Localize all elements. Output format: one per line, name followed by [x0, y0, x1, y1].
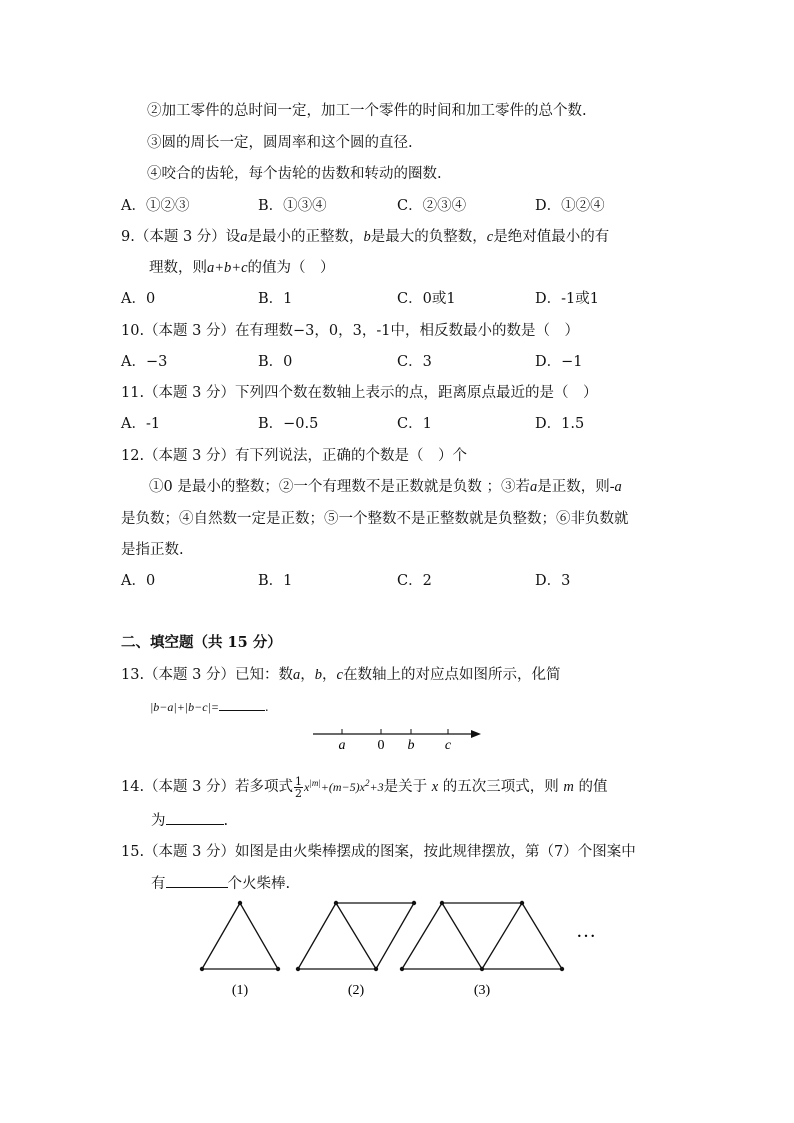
q11-option-a: A．-1	[121, 416, 161, 432]
q11-stem: 11.（本题 3 分）下列四个数在数轴上表示的点，距离原点最近的是（ ）	[121, 385, 598, 401]
q12-option-b: B．1	[258, 573, 293, 589]
q13-text2: 在数轴上的对应点如图所示，化简	[342, 667, 561, 683]
q14-polynomial	[304, 780, 384, 794]
q14-var-x: x	[431, 779, 439, 795]
q12-text1a: ①0 是最小的整数；②一个有理数不是正数就是负数 ；③若	[149, 479, 530, 495]
q9-text5: 的值为（ ）	[247, 260, 335, 276]
figure-2-label: (2)	[347, 983, 365, 998]
prev-option-b: B．①③④	[258, 198, 327, 214]
q12-var-a: a	[529, 479, 538, 495]
q11-option-b: B．−0.5	[258, 416, 319, 432]
q13-text1: 13.（本题 3 分）已知：数	[121, 667, 294, 683]
q12-option-d: D．3	[535, 573, 571, 589]
poly-middle-term: +(m−5)x	[320, 780, 365, 794]
figure-3-label: (3)	[473, 983, 491, 998]
continuation-ellipsis: …	[576, 920, 596, 942]
q12-text1b: 是正数，则	[537, 479, 610, 495]
axis-label-a: a	[338, 738, 346, 753]
q13-expression-line	[150, 696, 269, 717]
q13-var-b: b	[314, 667, 323, 683]
q13-sep1: ，	[300, 667, 315, 683]
q10-option-b: B．0	[258, 354, 293, 370]
q13-answer-blank[interactable]	[219, 696, 265, 711]
q12-option-c: C．2	[397, 573, 432, 589]
figure-3-vertices	[400, 901, 564, 971]
axis-label-c: c	[444, 738, 452, 753]
number-line-arrow	[471, 730, 481, 738]
statement-3: ③圆的周长一定，圆周率和这个圆的直径.	[147, 135, 413, 151]
q15-text2: 有	[151, 876, 166, 892]
q9-text1: 是最小的正整数，	[247, 229, 364, 245]
q11-option-d: D．1.5	[535, 416, 585, 432]
prev-option-a: A．①②③	[121, 198, 190, 214]
q12-statements-line3: 是指正数.	[121, 542, 184, 558]
q12-stem: 12.（本题 3 分）有下列说法，正确的个数是（ ）个	[121, 448, 468, 464]
q14-text1: 14.（本题 3 分）若多项式	[121, 779, 294, 795]
q14-var-m: m	[563, 779, 574, 795]
prev-option-c: C．②③④	[397, 198, 467, 214]
statement-4: ④咬合的齿轮，每个齿轮的齿数和转动的圈数.	[147, 166, 442, 182]
q14-text5: 为	[151, 813, 166, 829]
q13-number-line	[305, 722, 490, 754]
q9-option-a: A．0	[121, 291, 156, 307]
fraction-denominator: 2	[295, 786, 303, 800]
q11-option-c: C．1	[397, 416, 432, 432]
q14-text4: 的值	[578, 779, 608, 795]
fraction-numerator: 1	[295, 774, 303, 788]
q14-answer-blank[interactable]	[166, 810, 224, 825]
poly-exponent-2: 2	[364, 778, 370, 788]
axis-label-0: 0	[377, 738, 385, 753]
q10-stem: 10.（本题 3 分）在有理数−3，0，3，-1中，相反数最小的数是（ ）	[121, 323, 579, 339]
q9-text3: 是绝对值最小的有	[493, 229, 610, 245]
q15-stem-line1: 15.（本题 3 分）如图是由火柴棒摆成的图案，按此规律摆放，第（7）个图案中	[121, 844, 636, 860]
q14-period: .	[223, 813, 229, 829]
figure-3-triangles	[402, 903, 562, 969]
poly-exponent-abs-m: |m|	[309, 778, 321, 788]
q13-expression: |b−a|+|b−c|=	[150, 700, 219, 714]
figure-1-triangle	[202, 903, 278, 969]
q13-stem	[121, 665, 560, 685]
q9-option-c: C．0或1	[397, 291, 456, 307]
poly-constant: +3	[369, 780, 384, 794]
q9-var-a: a	[240, 229, 248, 245]
q13-var-c: c	[336, 667, 343, 683]
poly-x: x	[304, 780, 310, 794]
q9-var-c: c	[486, 229, 494, 245]
figure-2-triangles	[298, 903, 414, 969]
q10-option-a: A．−3	[121, 354, 168, 370]
q9-expression: a+b+c	[207, 260, 248, 276]
q9-stem-line2	[149, 258, 335, 278]
q15-text3: 个火柴棒.	[227, 876, 291, 892]
q9-text4: 理数，则	[149, 260, 207, 276]
q14-stem-line1	[121, 773, 607, 799]
prev-option-d: D．①②④	[535, 198, 605, 214]
q10-option-c: C．3	[397, 354, 432, 370]
q13-var-a: a	[293, 667, 301, 683]
q15-matchstick-figures	[190, 895, 610, 1005]
q15-stem-line2	[151, 873, 290, 894]
q10-option-d: D．−1	[535, 354, 583, 370]
q12-statements-line2: 是负数；④自然数一定是正数；⑤一个整数不是正整数就是负整数；⑥非负数就	[121, 511, 629, 527]
q13-period: .	[264, 700, 269, 714]
q12-neg-a: -a	[609, 479, 622, 495]
q9-stem-line1	[121, 227, 609, 247]
q14-text2: 是关于	[383, 779, 428, 795]
q9-option-b: B．1	[258, 291, 293, 307]
q12-statements-line1	[149, 477, 622, 497]
section-fill-in-title: 二、填空题（共 15 分）	[121, 634, 282, 651]
q15-answer-blank[interactable]	[166, 873, 228, 888]
q12-option-a: A．0	[121, 573, 156, 589]
q14-text3: 的五次三项式，则	[442, 779, 559, 795]
axis-label-b: b	[407, 738, 415, 753]
statement-2: ②加工零件的总时间一定，加工一个零件的时间和加工零件的总个数.	[147, 103, 587, 119]
q14-fraction-half	[294, 776, 303, 799]
q9-var-b: b	[363, 229, 371, 245]
q9-number: 9.（本题 3 分）设	[121, 229, 241, 245]
q9-option-d: D．-1或1	[535, 291, 599, 307]
q9-text2: 是最大的负整数，	[370, 229, 487, 245]
q14-stem-line2	[151, 810, 228, 831]
figure-1-vertices	[200, 901, 280, 971]
q13-sep2: ，	[322, 667, 337, 683]
figure-1-label: (1)	[231, 983, 249, 998]
